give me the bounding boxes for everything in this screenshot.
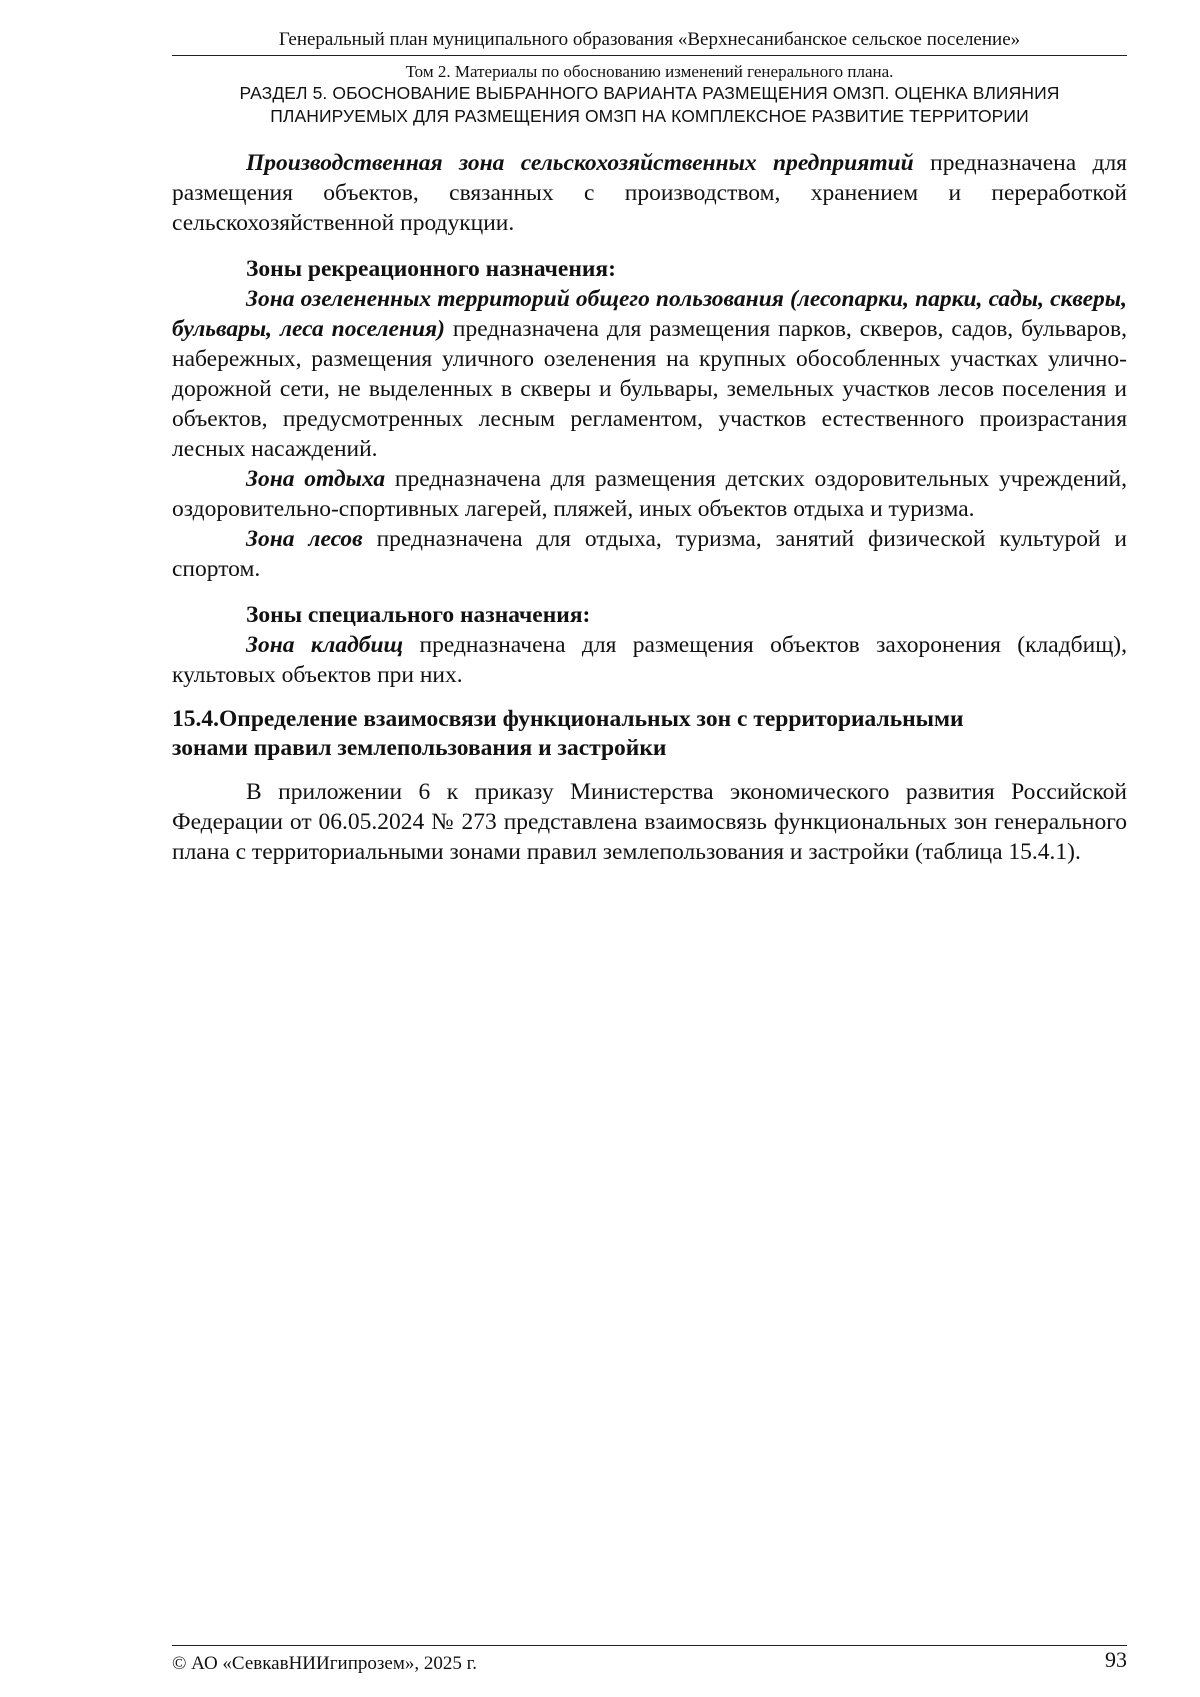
page-number: 93 xyxy=(1105,1647,1127,1672)
page-header xyxy=(172,28,1127,128)
section-title-line-2: ПЛАНИРУЕМЫХ ДЛЯ РАЗМЕЩЕНИЯ ОМЗП НА КОМПЛЕКСНОЕ РАЗВИТИЕ ТЕРРИТОРИИ xyxy=(270,106,1029,126)
paragraph-green-zone-text: предназначена для размещения парков, скверов, садов, бульваров, набережных, размещения уличного озеленения на крупных обособленных участках улично-дорожной сети, не выделенных в скверы и бульвары, земельных участков лесов поселения и объектов, предусмотренных лесным регламентом, участков естественного произрастания лесных насаждений. xyxy=(172,316,1127,462)
volume-title: Том 2. Материалы по обоснованию изменений генерального плана. xyxy=(405,62,894,81)
paragraph-cemetery-zone xyxy=(172,630,1127,690)
term-green-zone: Зона озелененных территорий общего пользования (лесопарки, парки, сады, скверы, бульвары, леса поселения) xyxy=(172,286,1127,342)
term-forest-zone: Зона лесов xyxy=(246,526,363,552)
document-title: Генеральный план муниципального образования «Верхнесанибанское сельское поселение» xyxy=(172,28,1127,56)
page-content xyxy=(172,148,1127,867)
term-cemetery-zone: Зона кладбищ xyxy=(246,632,404,658)
section-heading-15-4 xyxy=(172,705,1127,763)
footer-copyright: © АО «СевкавНИИгипрозем», 2025 г. xyxy=(172,1653,477,1674)
section-heading-line-2: зонами правил землепользования и застройки xyxy=(172,735,667,761)
term-rest-zone: Зона отдыха xyxy=(246,466,386,492)
term-agricultural-zone: Производственная зона сельскохозяйственных предприятий xyxy=(246,150,914,176)
paragraph-agricultural-zone-text: предназначена для размещения объектов, связанных с производством, хранением и переработкой сельскохозяйственной продукции. xyxy=(172,150,1127,236)
paragraph-rest-zone xyxy=(172,464,1127,524)
heading-recreation-zones: Зоны рекреационного назначения: xyxy=(246,256,616,282)
paragraph-forest-zone xyxy=(172,524,1127,584)
paragraph-agricultural-zone xyxy=(172,148,1127,238)
paragraph-forest-zone-text: предназначена для отдыха, туризма, занятий физической культурой и спортом. xyxy=(172,526,1127,582)
paragraph-rest-zone-text: предназначена для размещения детских оздоровительных учреждений, оздоровительно-спортивных лагерей, пляжей, иных объектов отдыха и туризма. xyxy=(172,466,1127,522)
paragraph-cemetery-zone-text: предназначена для размещения объектов захоронения (кладбищ), культовых объектов при них. xyxy=(172,632,1127,688)
section-title-line-1: РАЗДЕЛ 5. ОБОСНОВАНИЕ ВЫБРАННОГО ВАРИАНТА РАЗМЕЩЕНИЯ ОМЗП. ОЦЕНКА ВЛИЯНИЯ xyxy=(239,83,1060,103)
heading-special-zones: Зоны специального назначения: xyxy=(246,602,591,628)
paragraph-appendix-reference: В приложении 6 к приказу Министерства экономического развития Российской Федерации от 06.05.2024 № 273 представлена взаимосвязь функциональных зон генерального плана с территориальными зонами правил землепользования и застройки (таблица 15.4.1). xyxy=(172,779,1127,865)
paragraph-green-zone xyxy=(172,284,1127,464)
section-heading-line-1: 15.4.Определение взаимосвязи функциональных зон с территориальными xyxy=(172,706,964,732)
page-footer xyxy=(172,1645,1127,1674)
